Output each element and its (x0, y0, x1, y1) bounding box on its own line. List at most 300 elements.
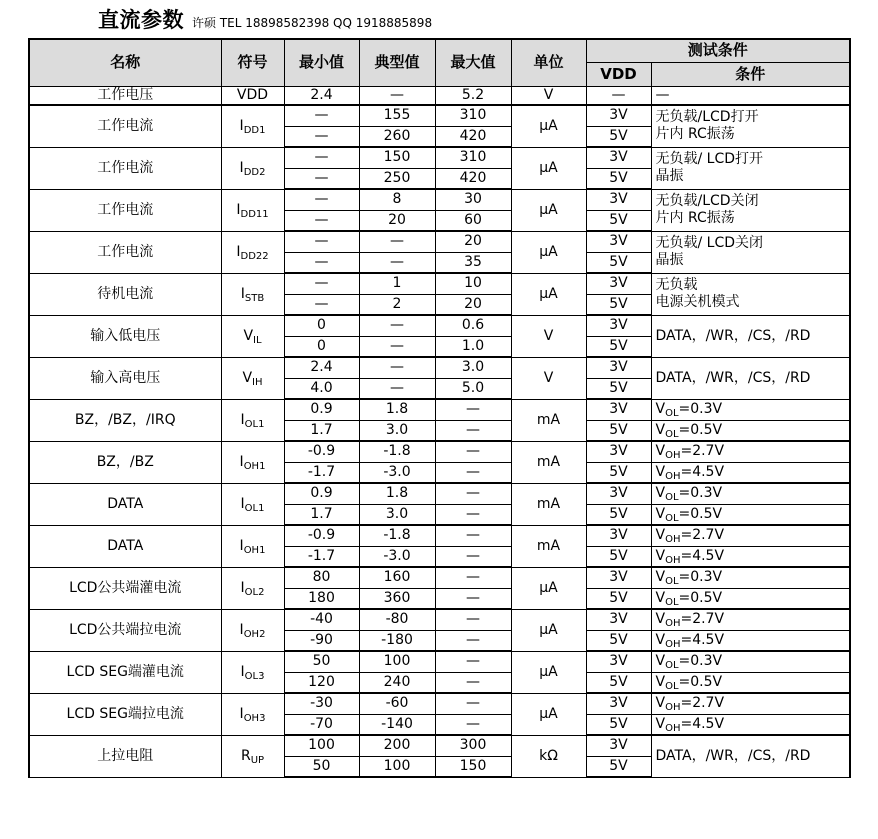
symbol-subscript: OH1 (243, 460, 266, 472)
test-vdd: 5V (586, 756, 651, 777)
param-unit: μA (511, 567, 586, 609)
table-row (29, 231, 850, 252)
value-typ: -80 (359, 609, 435, 630)
symbol-main: I (240, 579, 245, 596)
dc-parameters-table (28, 38, 851, 778)
value-min: -40 (284, 609, 359, 630)
param-unit: μA (511, 231, 586, 273)
condition-symbol: V (655, 505, 666, 522)
test-condition (651, 693, 850, 714)
condition-line: DATA，/WR，/CS，/RD (655, 747, 811, 764)
table-row (29, 609, 850, 630)
test-vdd: 3V (586, 105, 651, 126)
value-max: 20 (435, 294, 511, 315)
value-min: — (284, 252, 359, 273)
test-vdd: 3V (586, 693, 651, 714)
value-typ: 155 (359, 105, 435, 126)
value-typ: 160 (359, 567, 435, 588)
param-unit: μA (511, 609, 586, 651)
condition-value: =4.5V (680, 715, 725, 732)
value-max: 300 (435, 735, 511, 756)
symbol-main: VDD (236, 86, 269, 103)
value-max: 1.0 (435, 336, 511, 357)
condition-subscript: OL (665, 492, 679, 504)
test-vdd: 5V (586, 420, 651, 441)
condition-line: 无负载/LCD关闭 (655, 193, 759, 209)
test-condition (651, 630, 850, 651)
value-max: — (435, 588, 511, 609)
param-name: 待机电流 (29, 273, 221, 315)
value-max: — (435, 693, 511, 714)
symbol-subscript: UP (250, 754, 265, 766)
symbol-main: I (239, 621, 244, 638)
header-conditions: 条件 (651, 62, 850, 86)
param-unit: mA (511, 441, 586, 483)
table-row (29, 357, 850, 378)
header-test-conditions: 测试条件 (586, 39, 850, 62)
param-symbol (221, 189, 284, 231)
value-min: 0.9 (284, 483, 359, 504)
param-unit: μA (511, 105, 586, 147)
value-min: -1.7 (284, 546, 359, 567)
test-vdd: — (586, 86, 651, 105)
condition-value: =4.5V (680, 547, 725, 564)
param-name: DATA (29, 525, 221, 567)
param-name: 输入低电压 (29, 315, 221, 357)
value-typ: 8 (359, 189, 435, 210)
param-unit: V (511, 357, 586, 399)
condition-subscript: OL (665, 576, 679, 588)
value-typ: -140 (359, 714, 435, 735)
symbol-main: I (239, 537, 244, 554)
value-min: — (284, 126, 359, 147)
test-vdd: 3V (586, 231, 651, 252)
value-max: 3.0 (435, 357, 511, 378)
value-max: — (435, 567, 511, 588)
value-max: — (435, 525, 511, 546)
param-unit: μA (511, 189, 586, 231)
value-min: -70 (284, 714, 359, 735)
condition-subscript: OL (665, 596, 679, 608)
test-condition (651, 714, 850, 735)
value-typ: 3.0 (359, 420, 435, 441)
value-min: 2.4 (284, 357, 359, 378)
param-name: 工作电流 (29, 189, 221, 231)
condition-line: 无负载/ LCD打开 (655, 151, 764, 167)
test-vdd: 5V (586, 672, 651, 693)
condition-line: 无负载/LCD打开 (655, 109, 759, 126)
symbol-main: R (240, 747, 251, 764)
param-name: LCD SEG端拉电流 (29, 693, 221, 735)
value-max: 420 (435, 168, 511, 189)
table-row (29, 735, 850, 756)
table-row (29, 693, 850, 714)
value-min: — (284, 231, 359, 252)
value-typ: 2 (359, 294, 435, 315)
param-symbol (221, 105, 284, 147)
test-condition (651, 546, 850, 567)
symbol-subscript: OL1 (244, 418, 265, 430)
param-name: 工作电流 (29, 231, 221, 273)
symbol-subscript: OH2 (243, 628, 266, 640)
value-typ: 200 (359, 735, 435, 756)
condition-symbol: V (655, 463, 666, 480)
param-symbol (221, 273, 284, 315)
value-min: — (284, 147, 359, 168)
value-max: — (435, 399, 511, 420)
test-condition (651, 483, 850, 504)
symbol-subscript: DD2 (243, 166, 266, 178)
test-condition (651, 651, 850, 672)
condition-symbol: V (655, 485, 666, 502)
symbol-main: V (242, 369, 253, 386)
value-typ: 240 (359, 672, 435, 693)
value-typ: — (359, 231, 435, 252)
symbol-main: I (240, 663, 245, 680)
test-condition (651, 525, 850, 546)
symbol-subscript: OL2 (244, 586, 265, 598)
table-row (29, 441, 850, 462)
value-min: — (284, 189, 359, 210)
condition-symbol: V (655, 569, 666, 586)
condition-subscript: OH (665, 554, 681, 566)
symbol-main: I (239, 705, 244, 722)
condition-subscript: OH (665, 618, 681, 630)
test-condition (651, 735, 850, 777)
test-vdd: 3V (586, 609, 651, 630)
param-name: BZ，/BZ (29, 441, 221, 483)
table-row (29, 399, 850, 420)
condition-subscript: OL (665, 428, 679, 440)
symbol-subscript: DD11 (240, 208, 269, 220)
condition-value: =4.5V (680, 463, 725, 480)
condition-symbol: V (655, 653, 666, 670)
param-name: 工作电流 (29, 147, 221, 189)
symbol-main: I (240, 411, 245, 428)
value-typ: 20 (359, 210, 435, 231)
value-min: 180 (284, 588, 359, 609)
header-vdd: VDD (586, 62, 651, 86)
test-vdd: 5V (586, 714, 651, 735)
param-symbol (221, 441, 284, 483)
condition-subscript: OH (665, 470, 681, 482)
contact-info: 许硕 TEL 18898582398 QQ 1918885898 (192, 16, 433, 30)
test-condition (651, 441, 850, 462)
test-vdd: 5V (586, 210, 651, 231)
value-max: 30 (435, 189, 511, 210)
test-vdd: 5V (586, 546, 651, 567)
symbol-subscript: OH1 (243, 544, 266, 556)
table-row (29, 525, 850, 546)
value-max: — (435, 546, 511, 567)
table-row (29, 315, 850, 336)
value-min: — (284, 105, 359, 126)
value-min: 80 (284, 567, 359, 588)
table-row (29, 105, 850, 126)
param-name: LCD SEG端灌电流 (29, 651, 221, 693)
value-max: 150 (435, 756, 511, 777)
test-condition (651, 231, 850, 273)
value-max: — (435, 441, 511, 462)
condition-line: 电源关机模式 (655, 294, 740, 310)
value-typ: 100 (359, 756, 435, 777)
test-vdd: 5V (586, 378, 651, 399)
test-vdd: 5V (586, 168, 651, 189)
param-unit: mA (511, 399, 586, 441)
value-max: 60 (435, 210, 511, 231)
value-typ: -1.8 (359, 441, 435, 462)
value-typ: — (359, 252, 435, 273)
condition-subscript: OH (665, 638, 681, 650)
param-unit: μA (511, 273, 586, 315)
test-vdd: 3V (586, 735, 651, 756)
param-symbol (221, 357, 284, 399)
value-max: — (435, 672, 511, 693)
table-row (29, 651, 850, 672)
param-symbol (221, 231, 284, 273)
param-name: 工作电流 (29, 105, 221, 147)
test-vdd: 5V (586, 630, 651, 651)
test-vdd: 3V (586, 273, 651, 294)
value-max: — (435, 420, 511, 441)
value-max: 310 (435, 105, 511, 126)
condition-symbol: V (655, 547, 666, 564)
condition-symbol: V (655, 695, 666, 712)
header-unit: 单位 (511, 39, 586, 86)
symbol-main: I (240, 285, 245, 302)
table-row (29, 483, 850, 504)
page-title: 直流参数 (98, 8, 184, 32)
condition-value: =0.5V (678, 505, 723, 522)
condition-line: 片内 RC振荡 (655, 126, 735, 143)
value-max: 5.0 (435, 378, 511, 399)
condition-line: 片内 RC振荡 (655, 210, 735, 226)
test-condition (651, 273, 850, 315)
test-vdd: 5V (586, 504, 651, 525)
value-max: — (435, 483, 511, 504)
condition-value: =2.7V (680, 695, 725, 712)
symbol-subscript: DD22 (240, 250, 269, 262)
value-max: — (435, 462, 511, 483)
value-min: 2.4 (284, 86, 359, 105)
condition-subscript: OL (665, 512, 679, 524)
test-condition (651, 147, 850, 189)
table-row (29, 273, 850, 294)
table-body (29, 86, 850, 777)
test-condition (651, 399, 850, 420)
condition-value: =2.7V (680, 443, 725, 460)
value-min: — (284, 168, 359, 189)
table-row (29, 189, 850, 210)
test-condition (651, 105, 850, 147)
symbol-main: I (240, 495, 245, 512)
value-typ: -60 (359, 693, 435, 714)
value-typ: — (359, 378, 435, 399)
symbol-subscript: IH (252, 376, 263, 388)
table-header (29, 39, 850, 86)
value-min: -30 (284, 693, 359, 714)
value-max: — (435, 714, 511, 735)
param-symbol (221, 483, 284, 525)
test-vdd: 5V (586, 294, 651, 315)
test-vdd: 3V (586, 399, 651, 420)
value-typ: 260 (359, 126, 435, 147)
param-unit: kΩ (511, 735, 586, 777)
value-typ: — (359, 357, 435, 378)
param-unit: V (511, 315, 586, 357)
condition-value: =0.3V (678, 485, 723, 502)
test-condition (651, 189, 850, 231)
condition-symbol: V (655, 443, 666, 460)
condition-subscript: OH (665, 534, 681, 546)
condition-subscript: OL (665, 660, 679, 672)
value-typ: 3.0 (359, 504, 435, 525)
test-vdd: 5V (586, 588, 651, 609)
page-header (98, 4, 432, 32)
condition-line: DATA，/WR，/CS，/RD (655, 327, 811, 344)
test-vdd: 5V (586, 126, 651, 147)
condition-value: =0.5V (678, 421, 723, 438)
value-max: 420 (435, 126, 511, 147)
param-symbol (221, 735, 284, 777)
condition-value: =2.7V (680, 611, 725, 628)
condition-symbol: V (655, 421, 666, 438)
header-min: 最小值 (284, 39, 359, 86)
value-typ: -3.0 (359, 546, 435, 567)
symbol-main: I (236, 201, 241, 218)
condition-symbol: V (655, 527, 666, 544)
value-typ: -3.0 (359, 462, 435, 483)
condition-value: =0.5V (678, 673, 723, 690)
value-max: 35 (435, 252, 511, 273)
symbol-main: I (236, 243, 241, 260)
value-max: — (435, 651, 511, 672)
condition-symbol: V (655, 611, 666, 628)
value-min: 100 (284, 735, 359, 756)
header-name: 名称 (29, 39, 221, 86)
value-min: -90 (284, 630, 359, 651)
symbol-subscript: OL3 (244, 670, 265, 682)
value-min: -1.7 (284, 462, 359, 483)
value-typ: 1.8 (359, 483, 435, 504)
condition-subscript: OH (665, 702, 681, 714)
param-unit: V (511, 86, 586, 105)
condition-symbol: V (655, 673, 666, 690)
value-min: 50 (284, 651, 359, 672)
test-condition (651, 357, 850, 399)
param-unit: μA (511, 693, 586, 735)
test-vdd: 3V (586, 483, 651, 504)
value-typ: — (359, 336, 435, 357)
table-row (29, 147, 850, 168)
param-name: 输入高电压 (29, 357, 221, 399)
condition-value: =4.5V (680, 631, 725, 648)
symbol-main: I (239, 159, 244, 176)
value-min: 120 (284, 672, 359, 693)
value-min: — (284, 294, 359, 315)
test-condition (651, 86, 850, 105)
test-condition (651, 420, 850, 441)
param-symbol (221, 525, 284, 567)
test-vdd: 5V (586, 252, 651, 273)
value-typ: 1.8 (359, 399, 435, 420)
test-vdd: 3V (586, 315, 651, 336)
param-name: LCD公共端拉电流 (29, 609, 221, 651)
value-max: — (435, 504, 511, 525)
test-condition (651, 462, 850, 483)
test-condition (651, 504, 850, 525)
param-symbol (221, 86, 284, 105)
value-min: 0 (284, 336, 359, 357)
param-symbol (221, 315, 284, 357)
value-typ: 1 (359, 273, 435, 294)
value-min: -0.9 (284, 441, 359, 462)
value-typ: — (359, 315, 435, 336)
test-vdd: 3V (586, 147, 651, 168)
param-name: DATA (29, 483, 221, 525)
value-min: 1.7 (284, 420, 359, 441)
test-condition (651, 315, 850, 357)
test-vdd: 3V (586, 441, 651, 462)
value-min: — (284, 273, 359, 294)
condition-line: 无负载/ LCD关闭 (655, 235, 764, 251)
param-name: BZ，/BZ，/IRQ (29, 399, 221, 441)
param-symbol (221, 147, 284, 189)
param-name: 上拉电阻 (29, 735, 221, 777)
condition-line: 无负载 (655, 277, 698, 293)
value-max: 310 (435, 147, 511, 168)
value-typ: 100 (359, 651, 435, 672)
value-max: 10 (435, 273, 511, 294)
condition-subscript: OL (665, 408, 679, 419)
condition-value: =2.7V (680, 527, 725, 544)
test-vdd: 3V (586, 651, 651, 672)
condition-value: =0.3V (678, 653, 723, 670)
test-vdd: 5V (586, 336, 651, 357)
condition-line: DATA，/WR，/CS，/RD (655, 369, 811, 386)
symbol-subscript: OL1 (244, 502, 265, 514)
param-symbol (221, 651, 284, 693)
condition-symbol: V (655, 631, 666, 648)
value-min: 50 (284, 756, 359, 777)
header-max: 最大值 (435, 39, 511, 86)
header-typ: 典型值 (359, 39, 435, 86)
param-name: LCD公共端灌电流 (29, 567, 221, 609)
condition-value: =0.3V (678, 401, 723, 417)
condition-subscript: OH (665, 450, 681, 462)
condition-value: =0.5V (678, 589, 723, 606)
param-unit: mA (511, 525, 586, 567)
condition-line: 晶振 (655, 168, 684, 184)
symbol-subscript: STB (244, 292, 265, 304)
test-vdd: 3V (586, 189, 651, 210)
symbol-main: I (239, 453, 244, 470)
value-min: 1.7 (284, 504, 359, 525)
value-max: 0.6 (435, 315, 511, 336)
value-min: 0.9 (284, 399, 359, 420)
value-max: 5.2 (435, 86, 511, 105)
param-unit: mA (511, 483, 586, 525)
param-name: 工作电压 (29, 86, 221, 105)
value-typ: 150 (359, 147, 435, 168)
value-min: -0.9 (284, 525, 359, 546)
table-row (29, 567, 850, 588)
value-typ: — (359, 86, 435, 105)
test-vdd: 3V (586, 567, 651, 588)
value-max: — (435, 609, 511, 630)
value-min: 4.0 (284, 378, 359, 399)
test-condition (651, 609, 850, 630)
